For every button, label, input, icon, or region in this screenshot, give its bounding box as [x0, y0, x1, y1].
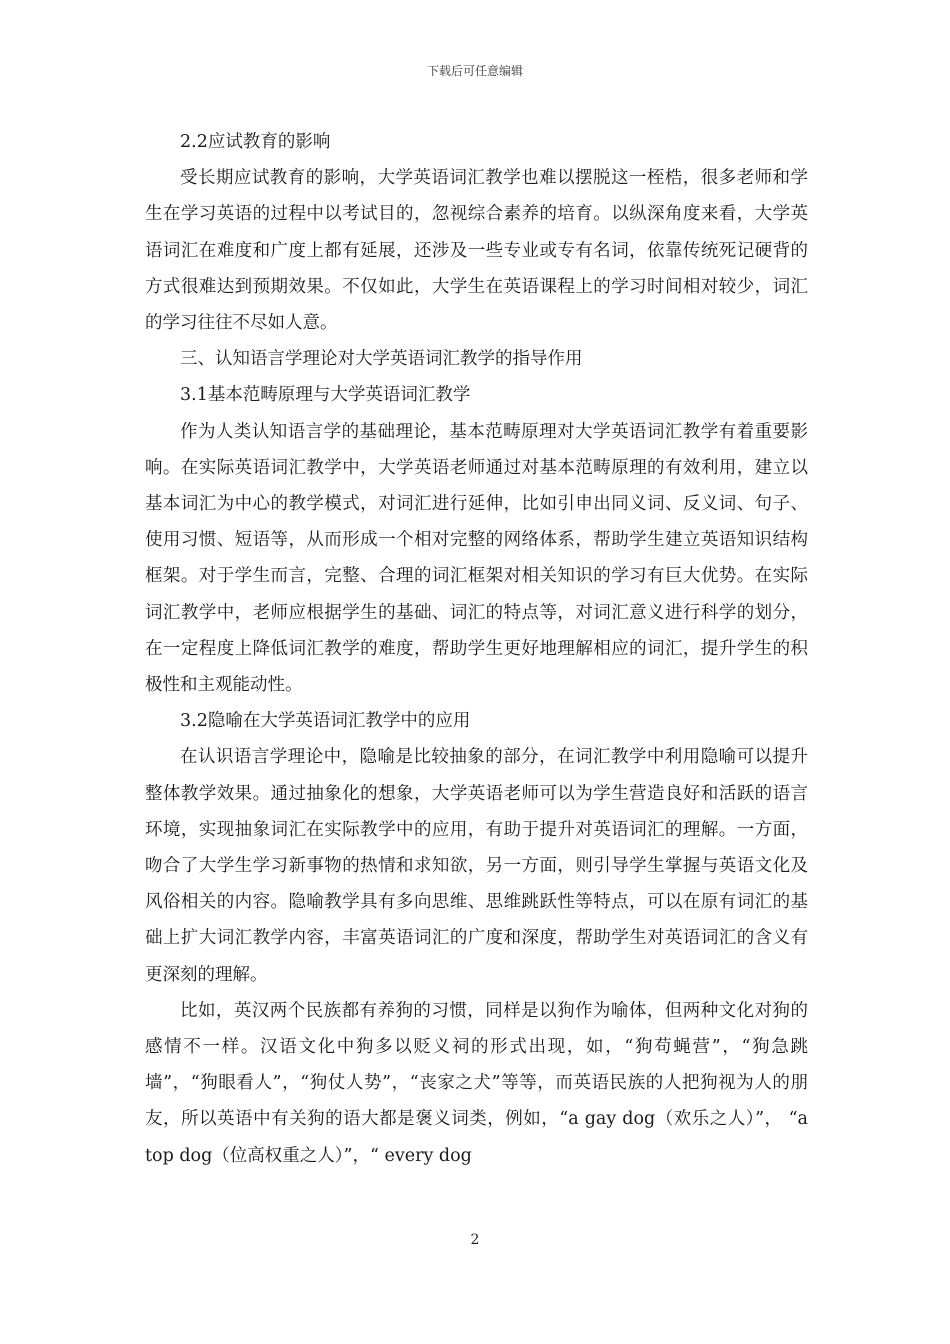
section-heading: 2.2应试教育的影响 — [180, 132, 331, 152]
body-paragraph: 比如，英汉两个民族都有养狗的习惯，同样是以狗作为喻体，但两种文化对狗的感情不一样。汉语文化中狗多以贬义祠的形式出现，如，“狗苟蝇营”，“狗急跳墙”，“狗眼看人”，“狗仗人势”，“丧家之犬”等等，而英语民族的人把狗视为人的朋友，所以英语中有关狗的语大都是褒义词类，例如，“a gay dog（欢乐之人）”， “a top dog（位高权重之人）”，“ every dog — [145, 1000, 808, 1166]
page-header: 下载后可任意编辑 — [426, 64, 523, 78]
document-body — [145, 124, 808, 1174]
body-paragraph: 受长期应试教育的影响，大学英语词汇教学也难以摆脱这一桎梏，很多老师和学生在学习英语的过程中以考试目的，忽视综合素养的培育。以纵深角度来看，大学英语词汇在难度和广度上都有延展，还涉及一些专业或专有名词，依靠传统死记硬背的方式很难达到预期效果。不仅如此，大学生在英语课程上的学习时间相对较少，词汇的学习往往不尽如人意。 — [145, 168, 808, 334]
section-heading: 3.2隐喻在大学英语词汇教学中的应用 — [180, 711, 471, 732]
page-number: 2 — [470, 1232, 480, 1248]
section-heading: 三、认知语言学理论对大学英语词汇教学的指导作用 — [180, 349, 583, 370]
body-paragraph: 在认识语言学理论中，隐喻是比较抽象的部分，在词汇教学中利用隐喻可以提升整体教学效果。通过抽象化的想象，大学英语老师可以为学生营造良好和活跃的语言环境，实现抽象词汇在实际教学中的应用，有助于提升对英语词汇的理解。一方面，吻合了大学生学习新事物的热情和求知欲，另一方面，则引导学生掌握与英语文化及风俗相关的内容。隐喻教学具有多向思维、思维跳跃性等特点，可以在原有词汇的基础上扩大词汇教学内容，丰富英语词汇的广度和深度，帮助学生对英语词汇的含义有更深刻的理解。 — [145, 747, 808, 985]
body-paragraph: 作为人类认知语言学的基础理论，基本范畴原理对大学英语词汇教学有着重要影响。在实际英语词汇教学中，大学英语老师通过对基本范畴原理的有效利用，建立以基本词汇为中心的教学模式，对词汇进行延伸，比如引申出同义词、反义词、句子、使用习惯、短语等，从而形成一个相对完整的网络体系，帮助学生建立英语知识结构框架。对于学生而言，完整、合理的词汇框架对相关知识的学习有巨大优势。在实际词汇教学中，老师应根据学生的基础、词汇的特点等，对词汇意义进行科学的划分，在一定程度上降低词汇教学的难度，帮助学生更好地理解相应的词汇，提升学生的积极性和主观能动性。 — [145, 421, 808, 696]
section-heading: 3.1基本范畴原理与大学英语词汇教学 — [180, 385, 471, 406]
